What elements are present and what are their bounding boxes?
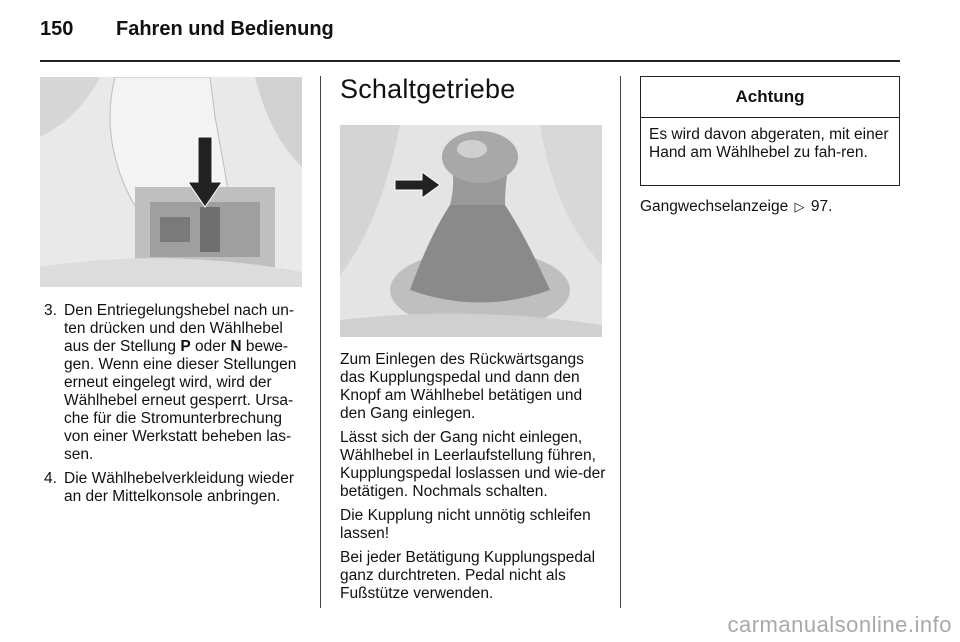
- column-divider-right: [620, 76, 621, 608]
- header-divider: [40, 60, 900, 62]
- position-n: N: [230, 338, 242, 355]
- page-header: [40, 18, 334, 48]
- middle-column-text: [340, 351, 608, 609]
- left-column-text: [40, 302, 306, 512]
- position-p: P: [180, 338, 191, 355]
- step-number: 3.: [44, 302, 57, 319]
- page-title: Fahren und Bedienung: [116, 18, 334, 40]
- caution-heading: Achtung: [641, 77, 899, 118]
- section-title: Schaltgetriebe: [340, 74, 516, 104]
- paragraph: Bei jeder Betätigung Kupplungspedal ganz durchtreten. Pedal nicht als Fußstütze verwenden.: [340, 549, 596, 602]
- page-reference-icon: ▷: [794, 199, 805, 214]
- list-item: 3. Den Entriegelungshebel nach un-ten drücken und den Wählhebel aus der Stellung P oder N bewe-gen. Wenn eine dieser Stellungen erneut eingelegt wird, wird der Wählhebel erneut gesperrt. Ursa-che für die Stromunterbrechung von einer Werkstatt beheben las-sen.: [44, 302, 297, 463]
- paragraph: Lässt sich der Gang nicht einlegen, Wählhebel in Leerlaufstellung führen, Kupplungspedal loslassen und wie-der betätigen. Nochmals schalten.: [340, 429, 606, 500]
- instruction-steps: [40, 302, 306, 506]
- caution-box: [640, 76, 900, 186]
- watermark: carmanualsonline.info: [727, 612, 952, 637]
- paragraph: Zum Einlegen des Rückwärtsgangs das Kupplungspedal und dann den Knopf am Wählhebel betätigen und den Gang einlegen.: [340, 351, 584, 422]
- page-number: 150: [40, 18, 74, 40]
- step-number: 4.: [44, 470, 57, 487]
- list-item: 4. Die Wählhebelverkleidung wieder an der Mittelkonsole anbringen.: [44, 470, 295, 505]
- paragraph: Die Kupplung nicht unnötig schleifen lassen!: [340, 507, 591, 542]
- gear-lever-photo: [340, 125, 602, 337]
- reference-page: 97.: [810, 198, 833, 215]
- caution-text: Es wird davon abgeraten, mit einer Hand am Wählhebel zu fah-ren.: [649, 126, 889, 161]
- selector-lever-release-photo: [40, 77, 302, 287]
- reference-text: Gangwechselanzeige: [640, 198, 789, 215]
- column-divider-left: [320, 76, 321, 608]
- cross-reference: [640, 198, 900, 216]
